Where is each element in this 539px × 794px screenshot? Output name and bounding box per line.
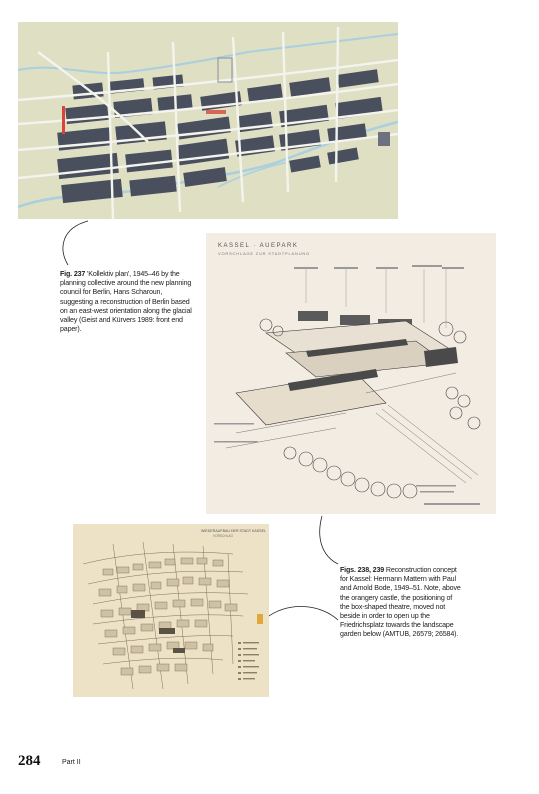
kassel-axonometric-figure	[206, 233, 496, 514]
kollektiv-plan-figure	[18, 22, 398, 219]
part-label: Part II	[62, 759, 81, 766]
caption-label: Figs. 238, 239	[340, 566, 385, 574]
drawing-title: KASSEL · AUEPARK	[218, 243, 299, 249]
kassel-axonometric-drawing	[206, 233, 496, 514]
page-number: 284	[18, 753, 41, 769]
kassel-plan-drawing	[73, 524, 269, 697]
kollektiv-plan-drawing	[18, 22, 398, 219]
caption-text: Reconstruction concept for Kassel: Hermann Mattern with Paul and Arnold Bode, 1949–51. Note, above the orangery castle, the positioning of the box-shaped theatre, moved not beside in order to open up the Friedrichsplatz towards the landscape garden below (AMTUB, 26579; 26584).	[340, 566, 461, 639]
plan-title: WIEDERAUFBAU DER STADT KASSEL	[201, 529, 266, 533]
kassel-plan-figure	[73, 524, 269, 697]
caption-text: 'Kollektiv plan', 1945–46 by the planning collective around the new planning council for Berlin, Hans Scharoun, suggesting a reconstruction of Berlin based on an east-west orientation along the glacial valley (Geist and Kürvers 1989: front end paper).	[60, 270, 192, 334]
caption-label: Fig. 237	[60, 270, 86, 278]
drawing-subtitle: VORSCHLAGE ZUR STADTPLANUNG	[218, 251, 310, 256]
caption-figs-238-239	[340, 566, 462, 640]
caption-fig-237	[60, 270, 196, 334]
plan-subtitle: VORSCHLAG	[213, 534, 234, 538]
